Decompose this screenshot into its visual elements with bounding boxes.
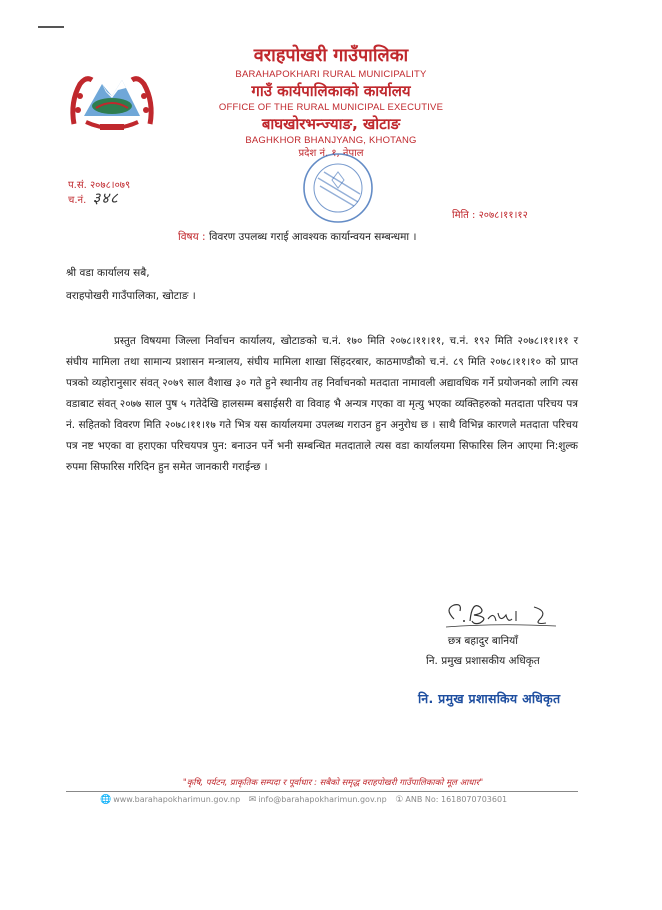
footer-anb: ANB No: 1618070703601 xyxy=(405,795,508,804)
addressee-line-2: वराहपोखरी गाउँपालिका, खोटाङ । xyxy=(66,290,196,302)
municipality-name-en: BARAHAPOKHARI RURAL MUNICIPALITY xyxy=(235,69,427,80)
letterhead xyxy=(196,44,466,161)
letter-date: मिति : २०७८।११।१२ xyxy=(452,210,528,221)
reference-block xyxy=(68,179,130,207)
nepal-emblem-icon xyxy=(66,62,158,140)
place-en: BAGHKHOR BHANJYANG, KHOTANG xyxy=(245,135,417,146)
place-np: बाघखोरभन्ज्याङ, खोटाङ xyxy=(261,115,401,133)
addressee-line-1: श्री वडा कार्यालय सबै, xyxy=(66,267,150,279)
addressee xyxy=(66,262,196,308)
office-stamp-icon xyxy=(292,150,384,226)
municipality-name-np: वराहपोखरी गाउँपालिका xyxy=(253,45,409,66)
subject-line xyxy=(178,230,416,244)
designation-seal: नि. प्रमुख प्रशासकिय अधिकृत xyxy=(418,691,561,706)
footer-website: www.barahapokharimun.gov.np xyxy=(113,795,241,804)
id-icon: ① xyxy=(395,795,404,805)
ps-number: प.सं. २०७८।०७९ xyxy=(68,180,131,191)
handwritten-signature xyxy=(436,597,566,631)
letter-body: प्रस्तुत विषयमा जिल्ला निर्वाचन कार्यालय, खोटाङको च.नं. १७० मिति २०७८।११।११, च.नं. १९२ मिति २०७८।११।११ र संघीय मामिला तथा सामान्य प्रशासन मन्त्रालय, संघीय मामिला शाखा सिंहदरबार, काठमाण्डौको च.नं. ८९ मिति २०७८।११।१० को प्राप्त पत्रको व्यहोरानुसार संवत् २०७९ साल वैशाख ३० गते हुने स्थानीय तह निर्वाचनको मतदाता नामावली अद्यावधिक गर्ने प्रयोजनको लागि त्यस वडाबाट संवत् २०७७ साल पुष ५ गतेदेखि हालसम्म बसाईसरी वा विवाह भै अन्यत्र गएका वा मृत्यु भएका व्यक्तिहरुको मतदाता परिचय पत्र नं. सहितको विवरण मिति २०७८।११।१७ गते भित्र यस कार्यालयमा उपलब्ध गराउन हुन अनुरोध छ । साथै विभिन्न कारणले मतदाता परिचय पत्र नष्ट भएका वा हराएका परिचयपत्र पुन: बनाउन पर्ने भनी सम्बन्धित मतदाताले त्यस वडा कार्यालयमा सिफारिस लिन आएमा नि:शुल्क रुपमा सिफारिस गरिदिन हुन समेत जानकारी गराईन्छ । xyxy=(66,335,578,473)
footer-motto: "कृषि, पर्यटन, प्राकृतिक सम्पदा र पूर्वाधार : सबैको समृद्ध वराहपोखरी गाउँपालिकाको मूल आधार" xyxy=(182,778,484,788)
signatory-name: छत्र बहादुर बानियाँ xyxy=(447,635,518,647)
office-name-en: OFFICE OF THE RURAL MUNICIPAL EXECUTIVE xyxy=(218,102,444,113)
globe-icon: 🌐 xyxy=(100,795,112,805)
footer-divider xyxy=(66,791,578,792)
footer-contact xyxy=(100,795,507,805)
email-icon: ✉ xyxy=(248,795,257,805)
office-name-np: गाउँ कार्यपालिकाको कार्यालय xyxy=(251,82,411,100)
cn-handwritten-number: ३४८ xyxy=(92,189,119,207)
subject-label: विषय : xyxy=(178,231,206,243)
province: प्रदेश नं. १, नेपाल xyxy=(298,148,364,159)
footer-email: info@barahapokharimun.gov.np xyxy=(258,795,387,804)
signatory xyxy=(426,631,540,671)
cn-label: च.नं. xyxy=(68,195,87,206)
corner-mark xyxy=(38,26,64,28)
signatory-designation: नि. प्रमुख प्रशासकीय अधिकृत xyxy=(426,655,540,667)
subject-text: विवरण उपलब्ध गराई आवश्यक कार्यान्वयन सम्बन्धमा । xyxy=(208,231,417,243)
